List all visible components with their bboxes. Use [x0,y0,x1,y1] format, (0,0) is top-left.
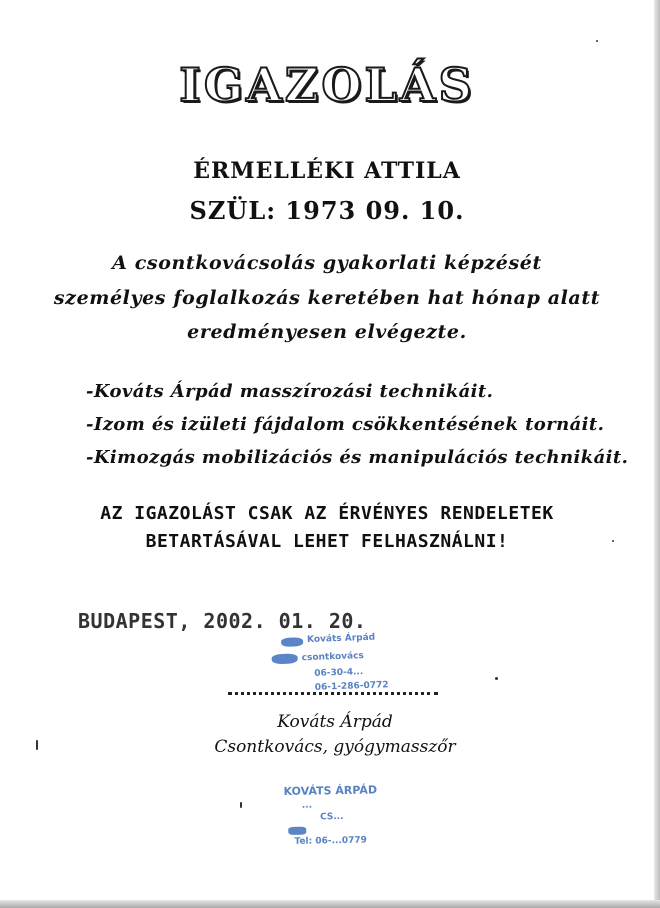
stamp-line: ... [301,800,313,811]
stamp-line: csontkovács [301,651,365,664]
skills-list [86,375,628,474]
stamp-line: Kováts Árpád [306,632,376,646]
bottom-stamp [281,779,402,851]
stamp-line: CS... [319,811,344,823]
person-name: ÉRMELLÉKI ATTILA [193,158,461,184]
scan-speck [495,677,498,680]
notice-line-1: AZ IGAZOLÁST CSAK AZ ÉRVÉNYES RENDELETEK [100,503,554,524]
page-bottom-shadow [0,900,660,908]
signer-name: Kováts Árpád [277,712,393,732]
signer-role: Csontkovács, gyógymasszőr [214,737,456,757]
skill-item: -Kováts Árpád masszírozási technikáit. [86,381,494,402]
stamp-line: 06-30-4... [314,667,364,679]
notice-line-2: BETARTÁSÁVAL LEHET FELHASZNÁLNI! [145,531,509,552]
document-title: IGAZOLÁS [179,58,475,112]
body-line-1: A csontkovácsolás gyakorlati képzését [112,252,542,274]
scan-speck [596,40,598,42]
stamp-line: KOVÁTS ÁRPÁD [283,783,378,799]
signature-line [228,692,438,695]
place-and-date: BUDAPEST, 2002. 01. 20. [78,609,367,633]
skill-item: -Izom és izületi fájdalom csökkentésének tornáit. [86,414,605,435]
stamp-line: 06-1-286-0772 [314,680,389,693]
scan-speck [36,740,38,750]
stamp-line: Tel: 06-...0779 [294,835,367,847]
scan-speck [612,540,614,542]
birth-date: SZÜL: 1973 09. 10. [189,196,465,225]
body-line-2: személyes foglalkozás keretében hat hónap alatt [53,287,601,309]
body-line-3: eredményesen elvégezte. [187,321,467,343]
skill-item: -Kimozgás mobilizációs és manipulációs technikáit. [86,447,629,468]
scan-speck [240,802,242,808]
page-edge-shadow [654,0,660,908]
